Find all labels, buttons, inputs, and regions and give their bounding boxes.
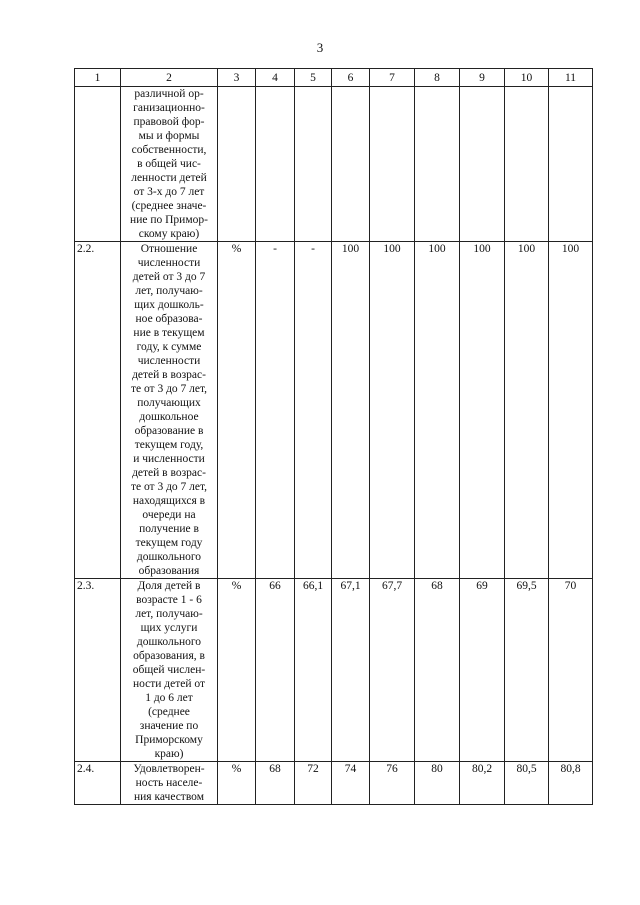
description-line: ния качеством <box>134 791 204 803</box>
description-line: детей в возрас- <box>132 369 206 381</box>
value-cell <box>460 87 505 242</box>
description-line: образование в <box>134 425 204 437</box>
value-cell: - <box>295 242 332 579</box>
description-line: находящихся в <box>132 495 206 507</box>
description-line: получающих <box>137 397 201 409</box>
column-header: 10 <box>505 69 549 87</box>
description-line: лет, получаю- <box>135 608 203 620</box>
value-cell: 70 <box>549 579 593 762</box>
value-cell: 67,7 <box>370 579 415 762</box>
description-line: общей числен- <box>132 664 206 676</box>
description-line: ганизационно- <box>133 102 205 114</box>
description-line: собственности, <box>131 144 207 156</box>
description-line: те от 3 до 7 лет, <box>130 383 208 395</box>
description-line: Доля детей в <box>137 580 201 592</box>
description-line: щих услуги <box>140 622 198 634</box>
value-cell: 100 <box>332 242 370 579</box>
value-cell <box>370 87 415 242</box>
description-line: образования, в <box>133 650 205 662</box>
value-cell: 100 <box>415 242 460 579</box>
row-number: 2.2. <box>75 242 121 579</box>
unit-cell: % <box>218 579 256 762</box>
value-cell: 66,1 <box>295 579 332 762</box>
row-number: 2.3. <box>75 579 121 762</box>
value-cell: 67,1 <box>332 579 370 762</box>
description-line: дошкольного <box>136 636 202 648</box>
column-header: 2 <box>121 69 218 87</box>
description-line: получение в <box>139 523 199 535</box>
value-cell: 100 <box>460 242 505 579</box>
description-line: детей от 3 до 7 <box>132 271 206 283</box>
column-header: 8 <box>415 69 460 87</box>
value-cell: 74 <box>332 762 370 805</box>
description-line: очереди на <box>142 509 196 521</box>
indicator-description <box>121 87 218 242</box>
description-line: мы и формы <box>138 130 200 142</box>
column-header: 6 <box>332 69 370 87</box>
description-line: возрасте 1 - 6 <box>136 594 202 606</box>
description-line: ность населе- <box>135 777 203 789</box>
value-cell: 69,5 <box>505 579 549 762</box>
description-line: численности <box>137 355 201 367</box>
indicator-description <box>121 579 218 762</box>
value-cell <box>295 87 332 242</box>
description-line: дошкольное <box>139 411 199 423</box>
header-row <box>75 69 593 87</box>
description-line: Отношение <box>140 243 198 255</box>
description-line: ности детей от <box>132 678 206 690</box>
indicators-table <box>74 68 593 805</box>
page-number: 3 <box>316 40 324 55</box>
value-cell: 72 <box>295 762 332 805</box>
description-line: лет, получаю- <box>135 285 203 297</box>
description-line: Удовлетворен- <box>133 763 205 775</box>
row-number <box>75 87 121 242</box>
table-row <box>75 242 593 579</box>
value-cell <box>415 87 460 242</box>
description-line: от 3-х до 7 лет <box>133 186 205 198</box>
value-cell: 68 <box>256 762 295 805</box>
description-line: году, к сумме <box>136 341 202 353</box>
table-body <box>75 87 593 805</box>
table-row <box>75 579 593 762</box>
value-cell: 80,8 <box>549 762 593 805</box>
value-cell <box>505 87 549 242</box>
indicator-description <box>121 762 218 805</box>
indicator-description <box>121 242 218 579</box>
unit-cell <box>218 87 256 242</box>
column-header: 5 <box>295 69 332 87</box>
description-line: ленности детей <box>131 172 207 184</box>
table-row <box>75 762 593 805</box>
column-header: 4 <box>256 69 295 87</box>
table-row <box>75 87 593 242</box>
description-line: образования <box>138 565 200 577</box>
description-line: (среднее значе- <box>131 200 207 212</box>
description-line: ние в текущем <box>133 327 205 339</box>
column-header: 1 <box>75 69 121 87</box>
value-cell: 100 <box>505 242 549 579</box>
value-cell: 68 <box>415 579 460 762</box>
description-line: ние по Примор- <box>130 214 208 226</box>
description-line: детей в возрас- <box>132 467 206 479</box>
description-line: текущем году, <box>134 439 204 451</box>
description-line: значение по <box>139 720 199 732</box>
value-cell <box>332 87 370 242</box>
column-header: 3 <box>218 69 256 87</box>
description-line: Приморскому <box>135 734 203 746</box>
value-cell: - <box>256 242 295 579</box>
description-line: правовой фор- <box>133 116 205 128</box>
value-cell: 80 <box>415 762 460 805</box>
description-line: дошкольного <box>136 551 202 563</box>
description-line: 1 до 6 лет <box>145 692 193 704</box>
unit-cell: % <box>218 762 256 805</box>
description-line: ное образова- <box>135 313 203 325</box>
description-line: и численности <box>133 453 205 465</box>
description-line: те от 3 до 7 лет, <box>130 481 208 493</box>
value-cell: 80,2 <box>460 762 505 805</box>
row-number: 2.4. <box>75 762 121 805</box>
value-cell: 66 <box>256 579 295 762</box>
unit-cell: % <box>218 242 256 579</box>
value-cell: 100 <box>549 242 593 579</box>
value-cell: 76 <box>370 762 415 805</box>
description-line: численности <box>137 257 201 269</box>
column-header: 11 <box>549 69 593 87</box>
column-header: 9 <box>460 69 505 87</box>
value-cell <box>256 87 295 242</box>
description-line: текущем году <box>135 537 203 549</box>
value-cell <box>549 87 593 242</box>
description-line: (среднее <box>148 706 190 718</box>
description-line: скому краю) <box>138 228 200 240</box>
description-line: краю) <box>154 748 184 760</box>
value-cell: 80,5 <box>505 762 549 805</box>
value-cell: 100 <box>370 242 415 579</box>
value-cell: 69 <box>460 579 505 762</box>
column-header: 7 <box>370 69 415 87</box>
description-line: щих дошколь- <box>134 299 204 311</box>
description-line: различной ор- <box>134 88 204 100</box>
description-line: в общей чис- <box>137 158 201 170</box>
